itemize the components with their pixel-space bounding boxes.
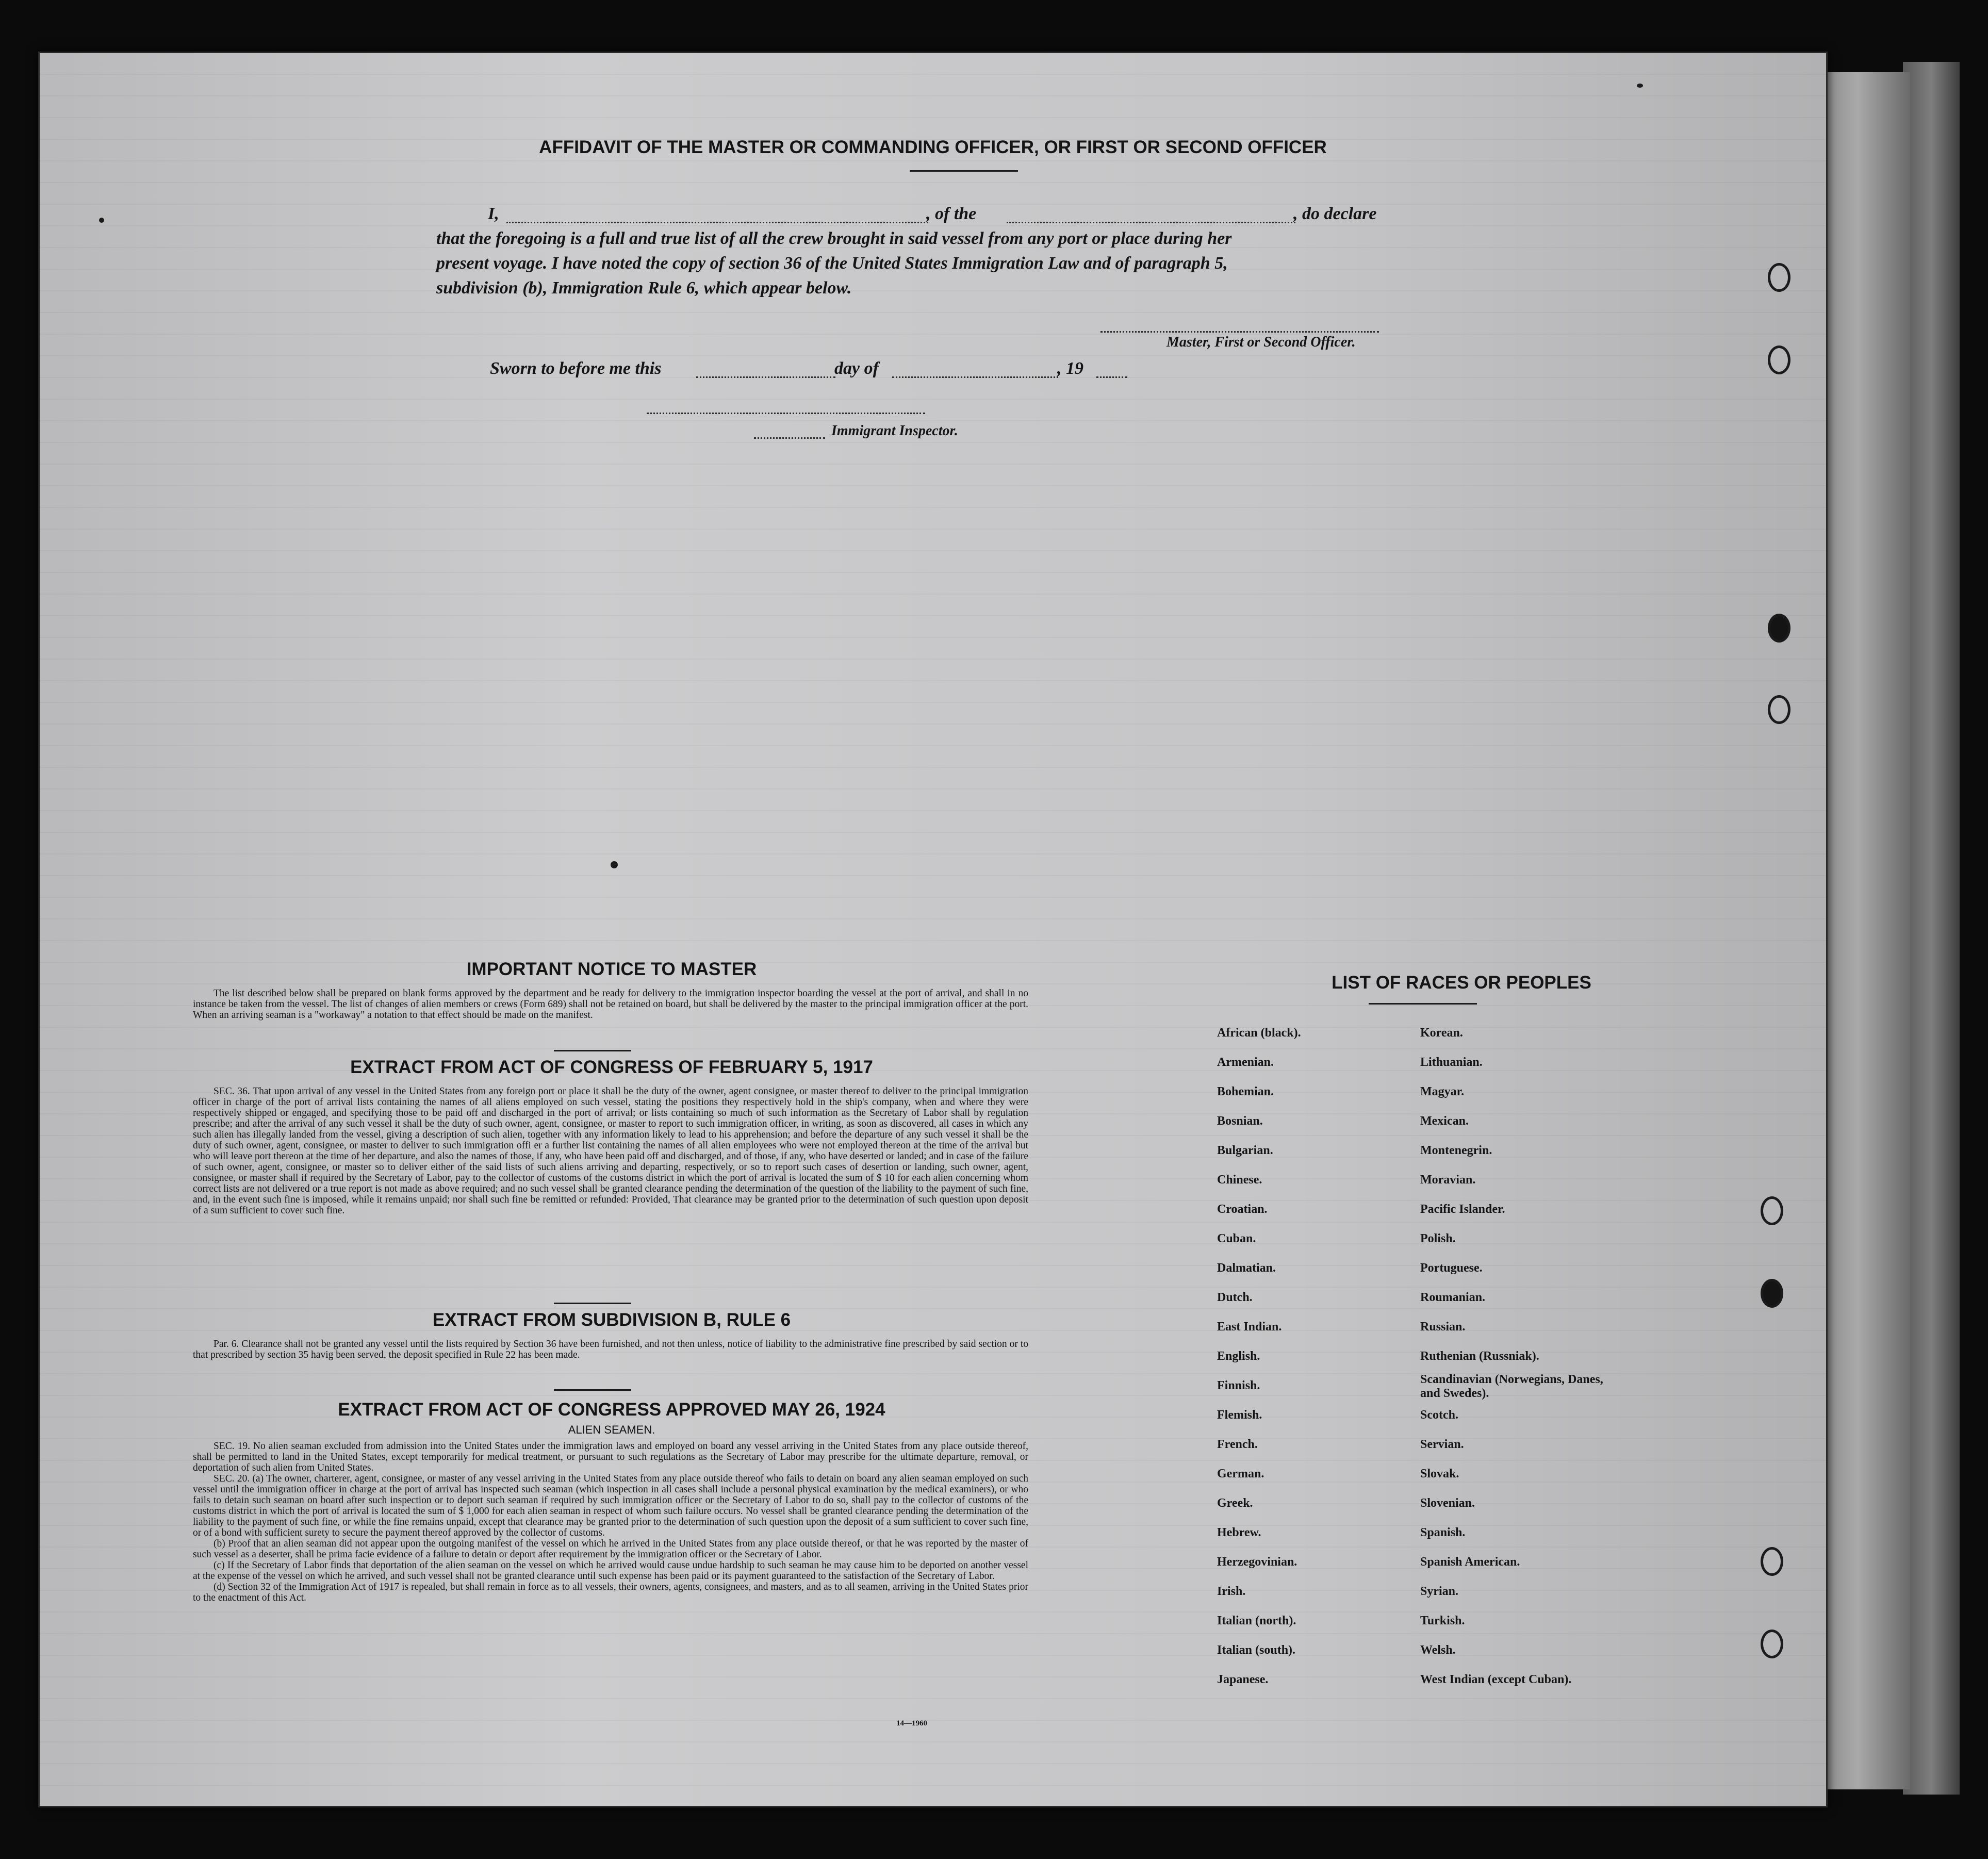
declarant-i: I, (488, 204, 499, 223)
inspector-caption: Immigrant Inspector. (831, 423, 958, 439)
race-item: Hebrew. (1217, 1526, 1261, 1539)
notice-text: The list described below shall be prepared on blank forms approved by the department and be ready for delivery to the immigration inspector boarding the vessel at the port of arrival, and shall in no instance be taken from the vessel. The list of changes of alien members or crews (Form 689) shall not be retained on board, but shall be delivered by the master to the principal immigration officer at the port. When an arriving seaman is a "workaway" a notation to that effect should be made on the manifest. (193, 988, 1028, 1021)
race-item: English. (1217, 1350, 1260, 1363)
race-item: West Indian (except Cuban). (1420, 1673, 1572, 1686)
race-item: Welsh. (1420, 1643, 1456, 1657)
race-item: Croatian. (1217, 1203, 1268, 1216)
background-page-edge (1903, 62, 1960, 1795)
affidavit-title: AFFIDAVIT OF THE MASTER OR COMMANDING OFFICER, OR FIRST OR SECOND OFFICER (539, 137, 1327, 157)
race-item: Greek. (1217, 1496, 1253, 1510)
binder-hole (1768, 614, 1790, 643)
of-the-label: , of the (926, 204, 977, 223)
scan-speck (1637, 84, 1643, 88)
race-item: Finnish. (1217, 1379, 1260, 1392)
par-6-text: Par. 6. Clearance shall not be granted any vessel until the lists required by Section 36 have been furnished, and not then unless, notice of liability to the administrative fine prescribed by said section or to that prescribed by section 35 havig been served, the deposit specified in Rule 22 has been made. (193, 1339, 1028, 1360)
race-item: African (black). (1217, 1026, 1301, 1040)
affidavit-line-2: that the foregoing is a full and true list of all the crew brought in said vessel from any port or place during her (436, 229, 1232, 248)
race-item: Moravian. (1420, 1173, 1476, 1187)
race-item: Mexican. (1420, 1114, 1469, 1128)
race-item: Dalmatian. (1217, 1261, 1276, 1275)
sworn-day-of: day of (834, 359, 879, 378)
declarant-name-blank[interactable] (506, 222, 928, 223)
sec-19-text: SEC. 19. No alien seaman excluded from admission into the United States under the immigration laws and employed on board any vessel arriving in the United States from any place outside thereof, shall be permitted to land in the United States, except temporarily for medical treatment, or pursuant to such regulations as the Secretary of Labor may prescribe for the ultimate departure, removal, or deportation of such alien from United States. (193, 1441, 1028, 1473)
binder-hole (1761, 1279, 1783, 1308)
race-item: Turkish. (1420, 1614, 1465, 1627)
race-item: Scotch. (1420, 1408, 1458, 1422)
sec-20d-text: (d) Section 32 of the Immigration Act of 1917 is repealed, but shall remain in force as to all vessels, their owners, agents, consignees, and masters, and as to all seamen, arriving in the United States prior to the enactment of this Act. (193, 1582, 1028, 1603)
race-item: Japanese. (1217, 1673, 1269, 1686)
binder-hole (1761, 1196, 1783, 1225)
race-item: Portuguese. (1420, 1261, 1483, 1275)
sworn-month-blank[interactable] (892, 376, 1058, 378)
do-declare-label: , do declare (1293, 204, 1377, 223)
race-item: Armenian. (1217, 1056, 1274, 1069)
scan-speck (99, 218, 104, 223)
race-item: German. (1217, 1467, 1264, 1480)
rule-6-divider (554, 1389, 631, 1391)
race-item: Polish. (1420, 1232, 1456, 1245)
race-item: Italian (north). (1217, 1614, 1296, 1627)
race-item: Montenegrin. (1420, 1144, 1492, 1157)
rule-6-title: EXTRACT FROM SUBDIVISION B, RULE 6 (432, 1310, 791, 1330)
race-item: Pacific Islander. (1420, 1203, 1505, 1216)
race-item: Bosnian. (1217, 1114, 1263, 1128)
race-item: Magyar. (1420, 1085, 1465, 1098)
extract-1917-body (193, 1086, 1028, 1216)
affidavit-line-3: present voyage. I have noted the copy of section 36 of the United States Immigration Law and of paragraph 5, (436, 254, 1228, 273)
extract-1917-title: EXTRACT FROM ACT OF CONGRESS OF FEBRUARY 5, 1917 (350, 1057, 873, 1077)
sworn-year-blank[interactable] (1096, 376, 1127, 378)
races-title: LIST OF RACES OR PEOPLES (1332, 973, 1591, 993)
race-item: East Indian. (1217, 1320, 1282, 1334)
races-right-column (1420, 1026, 1678, 1748)
master-caption: Master, First or Second Officer. (1166, 334, 1356, 350)
form-number: 14—1960 (896, 1719, 927, 1728)
race-item: Herzegovinian. (1217, 1555, 1297, 1569)
race-item: Slovenian. (1420, 1496, 1475, 1510)
alien-seamen-subtitle: ALIEN SEAMEN. (568, 1423, 655, 1436)
race-item: Cuban. (1217, 1232, 1256, 1245)
affidavit-title-rule (910, 170, 1018, 172)
sworn-day-blank[interactable] (696, 376, 835, 378)
races-title-rule (1369, 1003, 1477, 1005)
race-item: Russian. (1420, 1320, 1466, 1334)
sworn-line (490, 357, 1176, 383)
binder-hole (1768, 263, 1790, 292)
race-item: Lithuanian. (1420, 1056, 1483, 1069)
race-item: Roumanian. (1420, 1291, 1486, 1304)
sec-20c-text: (c) If the Secretary of Labor finds that deportation of the alien seaman on the vessel on which he arrived would cause undue hardship to such seaman he may cause him to be deported on another vessel at the expense of the vessel on which he arrived, and such vessel shall not be granted clearance until such expense has been paid or its payment guaranteed to the satisfaction of the Secretary of Labor. (193, 1560, 1028, 1582)
race-item: Chinese. (1217, 1173, 1262, 1187)
race-item: French. (1217, 1438, 1258, 1451)
race-item: Slovak. (1420, 1467, 1459, 1480)
race-item: Spanish American. (1420, 1555, 1520, 1569)
affidavit-line-4: subdivision (b), Immigration Rule 6, which appear below. (436, 278, 852, 298)
master-signature-line[interactable] (1100, 331, 1379, 333)
race-item: Irish. (1217, 1585, 1246, 1598)
rule-6-body (193, 1339, 1028, 1360)
race-item: Syrian. (1420, 1585, 1459, 1598)
race-item: Dutch. (1217, 1291, 1253, 1304)
extract-1924-title: EXTRACT FROM ACT OF CONGRESS APPROVED MAY 26, 1924 (338, 1400, 885, 1420)
race-item: Flemish. (1217, 1408, 1262, 1422)
sworn-year: , 19 (1057, 359, 1083, 378)
race-item: Italian (south). (1217, 1643, 1296, 1657)
sec-20b-text: (b) Proof that an alien seaman did not appear upon the outgoing manifest of the vessel on which he arrived in the United States from any place outside thereof, or that he was reported by the master of such vessel as a deserter, shall be prima facie evidence of a failure to detain or deport after requirement by the immigration officer or the Secretary of Labor. (193, 1538, 1028, 1560)
race-item: Spanish. (1420, 1526, 1466, 1539)
binder-hole (1761, 1630, 1783, 1658)
notice-divider (554, 1050, 631, 1051)
sec-36-text: SEC. 36. That upon arrival of any vessel in the United States from any foreign port or place it shall be the duty of the owner, agent consignee, or master thereof to deliver to the principal immigration officer in charge of the port of arrival lists containing the names of all aliens employed on such vessel, stating the positions they respectively hold in the ship's company, when and where they were respectively shipped or engaged, and specifying those to be paid off and discharged in the port of arrival; or lists containing so much of such information as the Secretary of Labor shall by regulation prescribe; and after the arrival of any such vessel it shall be the duty of such owner, agent, consignee, or master to report to such immigration officer, in writing, as soon as discovered, all cases in which any such alien has illegally landed from the vessel, giving a description of such alien, together with any information likely to lead to his apprehension; and before the departure of any such vessel it shall be the duty of such owner, agent, consignee, or master to deliver to such immigration offi er a further list containing the names of all alien employees who were not employed thereon at the time of the arrival but who will leave port thereon at the time of her departure, and also the names of those, if any, who have been paid off and discharged, and of those, if any, who have deserted or landed; and in case of the failure of such owner, agent, consignee, or master so to deliver either of the said lists of such aliens arriving and departing, respectively, or so to report such cases of desertion or landing, such owner, agent, consignee, or master shall if required by the Secretary of Labor, pay to the collector of customs of the customs district in which the port of arrival is located the sum of $ 10 for each alien concerning whom correct lists are not delivered or a true report is not made as above required; and no such vessel shall be granted clearance pending the determination of the question of the liability to the payment of such fine, and, in the event such fine is imposed, while it remains unpaid; nor shall such fine be remitted or refunded: Provided, That clearance may be granted prior to the determination of such question upon deposit of a sum sufficient to cover such fine. (193, 1086, 1028, 1216)
race-item: Korean. (1420, 1026, 1463, 1040)
binder-hole (1761, 1547, 1783, 1576)
background-page (1820, 72, 1910, 1789)
vessel-name-blank[interactable] (1007, 222, 1295, 223)
notice-title: IMPORTANT NOTICE TO MASTER (466, 959, 757, 979)
sworn-prefix: Sworn to before me this (490, 359, 662, 378)
affidavit-line-1 (488, 202, 1452, 228)
sec-20a-text: SEC. 20. (a) The owner, charterer, agent, consignee, or master of any vessel arriving in the United States from any place outside thereof who fails to detain on board any alien seaman employed on such vessel until the immigration officer in charge at the port of arrival has inspected such seaman (which inspection in all cases shall include a personal physical examination by the medical examiners), or who fails to detain such seaman on board after such inspection or to deport such seaman if required by such immigration officer or the Secretary of Labor to do so, shall pay to the collector of customs of the customs district in which the port of arrival is located the sum of $ 1,000 for each alien seaman in respect of whom such failure occurs. No vessel shall be granted clearance pending the determination of the liability to the payment of such fine, or while the fine remains unpaid, except that clearance may be granted prior to the determination of such question upon the deposit of a sum sufficient to cover such fine, or of a bond with sufficient surety to secure the payment thereof approved by the collector of customs. (193, 1473, 1028, 1538)
race-item: Scandinavian (Norwegians, Danes, and Swedes). (1420, 1373, 1603, 1400)
race-item: Servian. (1420, 1438, 1464, 1451)
inspector-caption-leader (754, 437, 825, 439)
binder-hole (1768, 346, 1790, 374)
binder-hole (1768, 695, 1790, 724)
extract-1917-divider (554, 1303, 631, 1304)
scan-speck (611, 861, 618, 868)
race-item: Bulgarian. (1217, 1144, 1273, 1157)
race-item: Bohemian. (1217, 1085, 1274, 1098)
extract-1924-body (193, 1441, 1028, 1603)
document-sheet (38, 52, 1828, 1807)
inspector-signature-line[interactable] (647, 413, 925, 414)
races-left-column (1217, 1026, 1413, 1748)
race-item: Ruthenian (Russniak). (1420, 1350, 1539, 1363)
notice-body (193, 988, 1028, 1021)
